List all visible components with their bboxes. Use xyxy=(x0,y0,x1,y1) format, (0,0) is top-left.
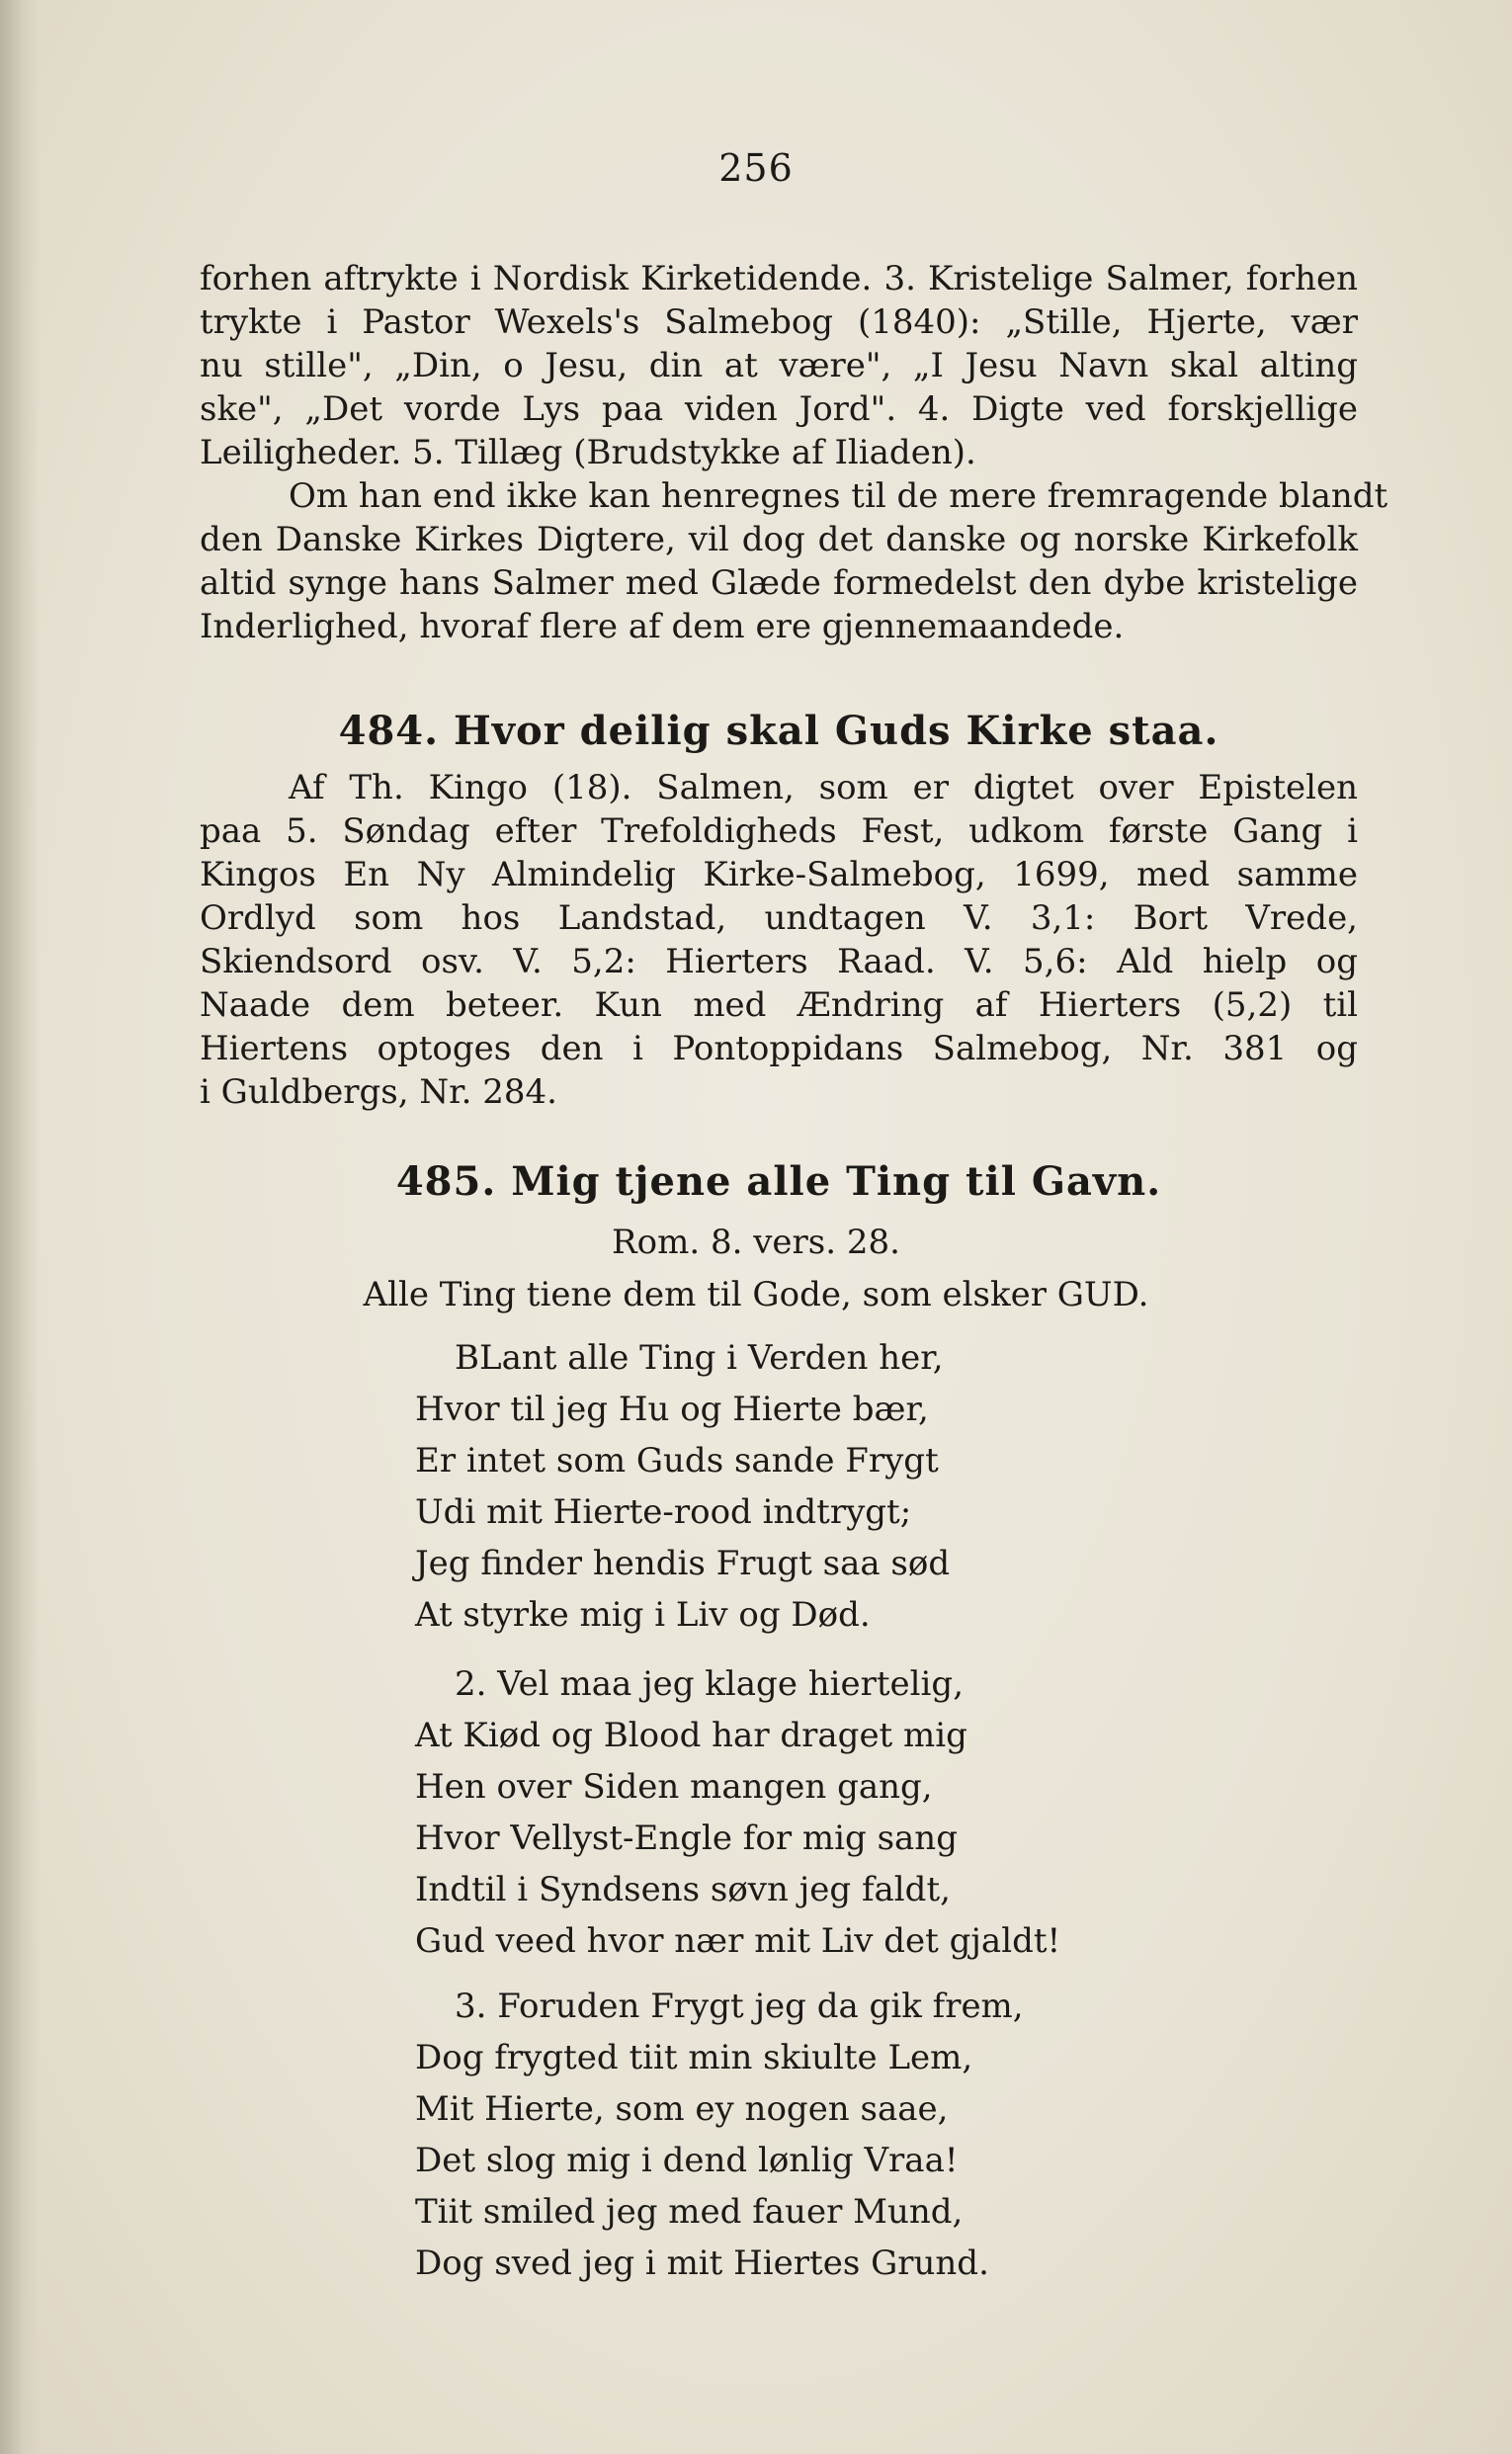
page-number: 256 xyxy=(718,146,794,190)
verse-line: Gud veed hvor nær mit Liv det gjaldt! xyxy=(415,1921,1061,1961)
verse-line: Mit Hierte, som ey nogen saae, xyxy=(415,2089,949,2129)
text-line: ske", „Det vorde Lys paa viden Jord". 4. Digte ved forskjellige xyxy=(200,389,1358,429)
intro-paragraph xyxy=(200,257,1388,648)
stanza-3 xyxy=(415,1981,1403,2289)
text-line: i Guldbergs, Nr. 284. xyxy=(200,1072,557,1112)
verse-line: Hvor Vellyst-Engle for mig sang xyxy=(415,1819,958,1858)
verse-line: At Kiød og Blood har draget mig xyxy=(415,1716,967,1755)
text-line: Om han end ikke kan henregnes til de mere fremragende blandt xyxy=(289,476,1388,516)
text-line: den Danske Kirkes Digtere, vil dog det danske og norske Kirkefolk xyxy=(200,520,1358,559)
stanza-1 xyxy=(415,1332,1403,1641)
text-line: forhen aftrykte i Nordisk Kirketidende. 3. Kristelige Salmer, forhen xyxy=(200,259,1358,298)
text-line: trykte i Pastor Wexels's Salmebog (1840): „Stille, Hjerte, vær xyxy=(200,302,1358,342)
verse-line: Jeg finder hendis Frugt saa sød xyxy=(415,1544,951,1583)
stanza-2 xyxy=(415,1658,1403,1967)
verse-line: Indtil i Syndsens søvn jeg faldt, xyxy=(415,1870,951,1909)
verse-line: BLant alle Ting i Verden her, xyxy=(455,1338,944,1378)
text-line: Hiertens optoges den i Pontoppidans Salmebog, Nr. 381 og xyxy=(200,1029,1358,1068)
text-line: paa 5. Søndag efter Trefoldigheds Fest, udkom første Gang i xyxy=(200,811,1358,851)
hymn-485-heading: 485. Mig tjene alle Ting til Gavn. xyxy=(395,1158,1162,1205)
text-line: Inderlighed, hvoraf flere af dem ere gjennemaandede. xyxy=(200,607,1125,646)
text-line: Naade dem beteer. Kun med Ændring af Hierters (5,2) til xyxy=(200,985,1358,1025)
text-line: Af Th. Kingo (18). Salmen, som er digtet over Epistelen xyxy=(289,768,1358,807)
verse-line: 2. Vel maa jeg klage hiertelig, xyxy=(455,1664,964,1704)
text-line: altid synge hans Salmer med Glæde formedelst den dybe kristelige xyxy=(200,563,1358,603)
verse-line: Hvor til jeg Hu og Hierte bær, xyxy=(415,1390,929,1429)
verse-line: Det slog mig i dend lønlig Vraa! xyxy=(415,2141,959,2180)
text-line: Kingos En Ny Almindelig Kirke-Salmebog, 1699, med samme xyxy=(200,855,1358,894)
verse-line: 3. Foruden Frygt jeg da gik frem, xyxy=(455,1987,1024,2026)
text-line: nu stille", „Din, o Jesu, din at være", „I Jesu Navn skal alting xyxy=(200,346,1358,385)
hymn-484-heading: 484. Hvor deilig skal Guds Kirke staa. xyxy=(338,708,1219,754)
text-line: Skiendsord osv. V. 5,2: Hierters Raad. V. 5,6: Ald hielp og xyxy=(200,942,1358,981)
verse-line: Dog frygted tiit min skiulte Lem, xyxy=(415,2038,973,2077)
hymn-motto: Alle Ting tiene dem til Gode, som elsker GUD. xyxy=(363,1275,1149,1314)
verse-line: Udi mit Hierte-rood indtrygt; xyxy=(415,1492,912,1532)
verse-line: Tiit smiled jeg med fauer Mund, xyxy=(415,2192,964,2232)
text-line: Leiligheder. 5. Tillæg (Brudstykke af Iliaden). xyxy=(200,433,976,472)
text-line: Ordlyd som hos Landstad, undtagen V. 3,1: Bort Vrede, xyxy=(200,898,1358,938)
scripture-reference: Rom. 8. vers. 28. xyxy=(612,1223,900,1262)
hymn-484-notes xyxy=(200,766,1358,1114)
verse-line: Dog sved jeg i mit Hiertes Grund. xyxy=(415,2243,989,2283)
verse-line: At styrke mig i Liv og Død. xyxy=(415,1595,871,1635)
verse-line: Hen over Siden mangen gang, xyxy=(415,1767,933,1807)
verse-line: Er intet som Guds sande Frygt xyxy=(415,1441,939,1481)
